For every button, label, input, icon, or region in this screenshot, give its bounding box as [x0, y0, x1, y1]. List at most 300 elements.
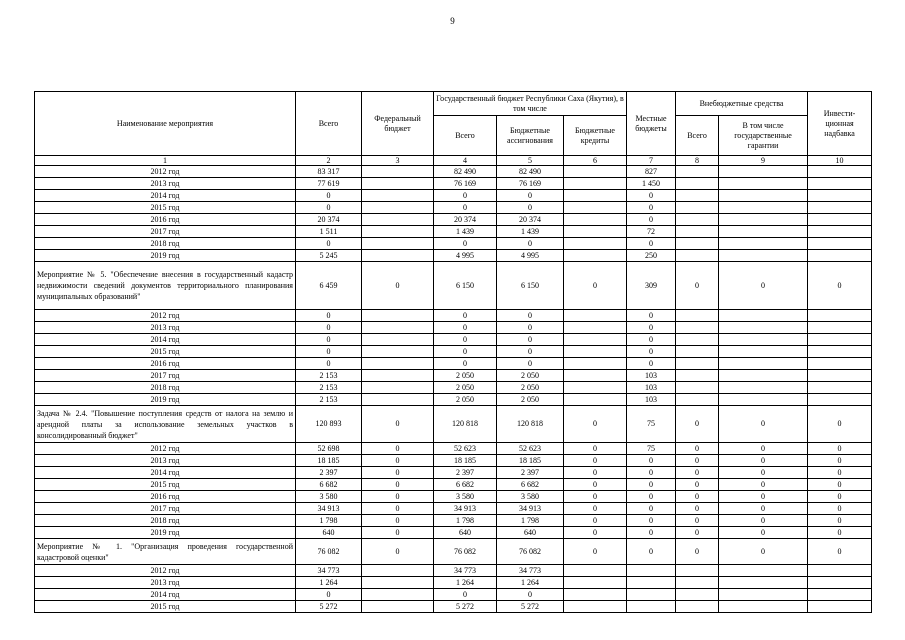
row-label: 2012 год	[35, 565, 296, 577]
value-cell: 0	[627, 190, 676, 202]
value-cell	[676, 226, 719, 238]
value-cell: 2 397	[296, 467, 362, 479]
value-cell	[627, 589, 676, 601]
value-cell	[627, 601, 676, 613]
value-cell: 2 050	[497, 394, 564, 406]
value-cell	[564, 601, 627, 613]
column-number: 2	[296, 156, 362, 166]
row-label: 2017 год	[35, 370, 296, 382]
value-cell: 52 623	[497, 443, 564, 455]
value-cell: 3 580	[296, 491, 362, 503]
row-label: 2015 год	[35, 346, 296, 358]
value-cell: 1 450	[627, 178, 676, 190]
value-cell	[362, 322, 434, 334]
value-cell: 34 773	[296, 565, 362, 577]
value-cell: 0	[497, 238, 564, 250]
value-cell	[362, 202, 434, 214]
value-cell	[808, 382, 872, 394]
row-label: 2015 год	[35, 479, 296, 491]
value-cell	[627, 565, 676, 577]
value-cell: 0	[296, 358, 362, 370]
value-cell: 0	[676, 491, 719, 503]
value-cell: 76 082	[497, 539, 564, 565]
value-cell	[564, 238, 627, 250]
value-cell: 34 773	[434, 565, 497, 577]
value-cell: 34 773	[497, 565, 564, 577]
value-cell	[362, 382, 434, 394]
value-cell: 0	[719, 443, 808, 455]
value-cell: 18 185	[296, 455, 362, 467]
value-cell: 0	[564, 479, 627, 491]
value-cell: 2 153	[296, 394, 362, 406]
value-cell	[808, 346, 872, 358]
value-cell: 0	[296, 346, 362, 358]
year-row	[35, 382, 872, 394]
year-row	[35, 238, 872, 250]
value-cell: 0	[497, 310, 564, 322]
value-cell: 0	[627, 479, 676, 491]
year-row	[35, 358, 872, 370]
value-cell: 2 050	[434, 394, 497, 406]
value-cell	[564, 322, 627, 334]
value-cell: 34 913	[497, 503, 564, 515]
value-cell: 0	[627, 467, 676, 479]
value-cell	[719, 601, 808, 613]
value-cell	[719, 334, 808, 346]
value-cell: 75	[627, 443, 676, 455]
value-cell: 0	[676, 515, 719, 527]
value-cell: 18 185	[434, 455, 497, 467]
value-cell: 75	[627, 406, 676, 443]
value-cell	[808, 601, 872, 613]
row-label: 2018 год	[35, 515, 296, 527]
value-cell: 20 374	[434, 214, 497, 226]
value-cell	[564, 166, 627, 178]
value-cell: 0	[808, 503, 872, 515]
value-cell: 0	[434, 238, 497, 250]
row-label: 2018 год	[35, 238, 296, 250]
row-label: 2013 год	[35, 322, 296, 334]
value-cell	[719, 238, 808, 250]
row-label: 2014 год	[35, 334, 296, 346]
value-cell: 82 490	[497, 166, 564, 178]
value-cell: 0	[296, 190, 362, 202]
value-cell: 640	[434, 527, 497, 539]
row-label: 2019 год	[35, 527, 296, 539]
value-cell: 0	[627, 346, 676, 358]
event-row	[35, 406, 872, 443]
year-row	[35, 503, 872, 515]
value-cell: 0	[676, 479, 719, 491]
value-cell	[362, 565, 434, 577]
year-row	[35, 577, 872, 589]
value-cell	[362, 250, 434, 262]
value-cell	[676, 334, 719, 346]
value-cell: 20 374	[296, 214, 362, 226]
year-row	[35, 370, 872, 382]
value-cell	[362, 370, 434, 382]
value-cell	[564, 394, 627, 406]
row-label: 2017 год	[35, 226, 296, 238]
value-cell: 2 050	[434, 370, 497, 382]
header-state-group: Государственный бюджет Республики Саха (Якутия), в том числе	[434, 92, 627, 116]
year-row	[35, 527, 872, 539]
budget-table	[34, 91, 872, 613]
value-cell: 120 893	[296, 406, 362, 443]
value-cell: 6 150	[434, 262, 497, 310]
year-row	[35, 515, 872, 527]
value-cell: 0	[808, 491, 872, 503]
value-cell: 0	[362, 467, 434, 479]
value-cell	[676, 358, 719, 370]
header-invest: Инвести-ционная надбавка	[808, 92, 872, 156]
value-cell: 0	[676, 467, 719, 479]
value-cell: 0	[808, 262, 872, 310]
value-cell: 103	[627, 382, 676, 394]
column-number: 9	[719, 156, 808, 166]
value-cell	[719, 202, 808, 214]
value-cell	[808, 214, 872, 226]
value-cell	[676, 322, 719, 334]
value-cell	[676, 166, 719, 178]
header-name: Наименование мероприятия	[35, 92, 296, 156]
row-label: 2014 год	[35, 190, 296, 202]
value-cell	[676, 178, 719, 190]
value-cell: 0	[719, 527, 808, 539]
value-cell: 0	[627, 214, 676, 226]
value-cell: 0	[362, 262, 434, 310]
value-cell: 0	[362, 503, 434, 515]
event-row	[35, 539, 872, 565]
value-cell	[676, 190, 719, 202]
value-cell: 0	[362, 406, 434, 443]
value-cell: 0	[676, 527, 719, 539]
value-cell	[564, 577, 627, 589]
value-cell	[676, 214, 719, 226]
value-cell	[564, 589, 627, 601]
value-cell: 77 619	[296, 178, 362, 190]
row-label: 2018 год	[35, 382, 296, 394]
value-cell	[362, 226, 434, 238]
value-cell	[719, 589, 808, 601]
value-cell: 0	[564, 262, 627, 310]
value-cell: 0	[362, 479, 434, 491]
value-cell: 103	[627, 394, 676, 406]
year-row	[35, 166, 872, 178]
value-cell	[719, 577, 808, 589]
value-cell: 0	[627, 515, 676, 527]
value-cell	[676, 382, 719, 394]
year-row	[35, 565, 872, 577]
value-cell: 0	[627, 358, 676, 370]
value-cell	[676, 310, 719, 322]
row-label: 2013 год	[35, 455, 296, 467]
column-number: 1	[35, 156, 296, 166]
value-cell	[676, 238, 719, 250]
year-row	[35, 322, 872, 334]
value-cell: 0	[719, 491, 808, 503]
row-label: 2016 год	[35, 491, 296, 503]
value-cell: 0	[296, 589, 362, 601]
value-cell: 6 150	[497, 262, 564, 310]
value-cell: 0	[719, 406, 808, 443]
row-label: 2012 год	[35, 166, 296, 178]
value-cell: 0	[434, 190, 497, 202]
value-cell: 2 153	[296, 370, 362, 382]
value-cell: 18 185	[497, 455, 564, 467]
value-cell: 0	[434, 310, 497, 322]
value-cell	[362, 190, 434, 202]
value-cell	[808, 250, 872, 262]
value-cell: 0	[676, 503, 719, 515]
value-cell: 0	[564, 539, 627, 565]
value-cell: 0	[808, 406, 872, 443]
value-cell	[564, 214, 627, 226]
row-label: Задача № 2.4. "Повышение поступления средств от налога на землю и арендной платы за использование земельных участков в консолидированный бюджет"	[35, 406, 296, 443]
value-cell: 1 439	[497, 226, 564, 238]
row-label: 2019 год	[35, 250, 296, 262]
value-cell: 0	[564, 467, 627, 479]
row-label: Мероприятие № 5. "Обеспечение внесения в государственный кадастр недвижимости сведений документов территориального планирования муниципальных образований"	[35, 262, 296, 310]
value-cell: 2 397	[497, 467, 564, 479]
value-cell	[719, 178, 808, 190]
row-label: 2012 год	[35, 310, 296, 322]
header-extra-group: Внебюджетные средства	[676, 92, 808, 116]
value-cell	[362, 346, 434, 358]
year-row	[35, 589, 872, 601]
value-cell	[362, 166, 434, 178]
value-cell: 640	[497, 527, 564, 539]
value-cell	[676, 577, 719, 589]
value-cell	[676, 370, 719, 382]
year-row	[35, 346, 872, 358]
value-cell	[362, 577, 434, 589]
value-cell: 103	[627, 370, 676, 382]
value-cell: 83 317	[296, 166, 362, 178]
value-cell	[676, 601, 719, 613]
value-cell: 6 682	[296, 479, 362, 491]
value-cell: 0	[808, 515, 872, 527]
value-cell: 0	[808, 527, 872, 539]
value-cell: 0	[808, 539, 872, 565]
value-cell: 0	[564, 515, 627, 527]
year-row	[35, 226, 872, 238]
value-cell	[362, 394, 434, 406]
value-cell: 0	[434, 202, 497, 214]
row-label: 2016 год	[35, 214, 296, 226]
row-label: 2015 год	[35, 202, 296, 214]
year-row	[35, 455, 872, 467]
value-cell: 34 913	[296, 503, 362, 515]
value-cell	[719, 370, 808, 382]
value-cell: 2 050	[497, 370, 564, 382]
value-cell	[362, 238, 434, 250]
value-cell: 1 264	[497, 577, 564, 589]
column-number: 8	[676, 156, 719, 166]
value-cell	[564, 310, 627, 322]
value-cell	[808, 166, 872, 178]
value-cell: 0	[434, 346, 497, 358]
value-cell: 0	[719, 455, 808, 467]
header-federal: Федеральный бюджет	[362, 92, 434, 156]
column-number: 3	[362, 156, 434, 166]
value-cell	[719, 166, 808, 178]
value-cell	[808, 334, 872, 346]
value-cell: 6 682	[497, 479, 564, 491]
value-cell	[808, 190, 872, 202]
header-total: Всего	[296, 92, 362, 156]
value-cell: 0	[627, 503, 676, 515]
value-cell: 52 698	[296, 443, 362, 455]
row-label: 2017 год	[35, 503, 296, 515]
year-row	[35, 202, 872, 214]
value-cell: 1 264	[434, 577, 497, 589]
value-cell: 0	[434, 358, 497, 370]
column-number: 6	[564, 156, 627, 166]
value-cell: 3 580	[434, 491, 497, 503]
value-cell	[719, 322, 808, 334]
value-cell	[676, 565, 719, 577]
year-row	[35, 250, 872, 262]
value-cell: 0	[497, 190, 564, 202]
value-cell: 0	[627, 527, 676, 539]
value-cell	[362, 589, 434, 601]
value-cell: 0	[296, 334, 362, 346]
value-cell: 1 798	[434, 515, 497, 527]
value-cell: 0	[362, 443, 434, 455]
value-cell: 0	[564, 491, 627, 503]
value-cell	[676, 589, 719, 601]
value-cell	[719, 358, 808, 370]
value-cell: 4 995	[434, 250, 497, 262]
value-cell	[362, 334, 434, 346]
year-row	[35, 214, 872, 226]
value-cell: 1 798	[296, 515, 362, 527]
value-cell: 0	[564, 503, 627, 515]
year-row	[35, 491, 872, 503]
value-cell: 0	[676, 406, 719, 443]
value-cell: 0	[719, 479, 808, 491]
row-label: 2014 год	[35, 589, 296, 601]
value-cell	[564, 346, 627, 358]
year-row	[35, 601, 872, 613]
value-cell: 0	[676, 262, 719, 310]
row-label: Мероприятие № 1. "Организация проведения государственной кадастровой оценки"	[35, 539, 296, 565]
value-cell: 82 490	[434, 166, 497, 178]
value-cell	[362, 601, 434, 613]
value-cell: 309	[627, 262, 676, 310]
value-cell	[808, 322, 872, 334]
value-cell	[676, 394, 719, 406]
column-number-row	[35, 156, 872, 166]
column-number: 7	[627, 156, 676, 166]
value-cell: 0	[808, 479, 872, 491]
value-cell	[719, 190, 808, 202]
value-cell	[808, 394, 872, 406]
value-cell: 5 272	[434, 601, 497, 613]
value-cell: 0	[719, 467, 808, 479]
value-cell	[808, 577, 872, 589]
value-cell: 0	[719, 539, 808, 565]
row-label: 2019 год	[35, 394, 296, 406]
value-cell: 5 272	[296, 601, 362, 613]
value-cell: 1 439	[434, 226, 497, 238]
value-cell: 1 798	[497, 515, 564, 527]
value-cell	[627, 577, 676, 589]
row-label: 2015 год	[35, 601, 296, 613]
value-cell: 0	[719, 515, 808, 527]
value-cell: 0	[362, 527, 434, 539]
year-row	[35, 394, 872, 406]
row-label: 2014 год	[35, 467, 296, 479]
value-cell: 827	[627, 166, 676, 178]
value-cell: 0	[627, 322, 676, 334]
value-cell: 0	[497, 322, 564, 334]
value-cell: 6 459	[296, 262, 362, 310]
value-cell: 34 913	[434, 503, 497, 515]
value-cell	[808, 589, 872, 601]
column-number: 5	[497, 156, 564, 166]
value-cell	[362, 358, 434, 370]
page-number: 9	[450, 16, 455, 26]
value-cell	[808, 238, 872, 250]
value-cell: 0	[808, 467, 872, 479]
event-row	[35, 262, 872, 310]
column-number: 10	[808, 156, 872, 166]
value-cell: 52 623	[434, 443, 497, 455]
value-cell: 0	[434, 589, 497, 601]
value-cell: 0	[497, 202, 564, 214]
value-cell: 0	[676, 455, 719, 467]
value-cell	[719, 214, 808, 226]
value-cell	[564, 382, 627, 394]
value-cell: 0	[362, 491, 434, 503]
value-cell: 2 153	[296, 382, 362, 394]
value-cell	[719, 226, 808, 238]
value-cell	[564, 370, 627, 382]
header-extra-total: Всего	[676, 116, 719, 156]
value-cell	[719, 565, 808, 577]
value-cell: 2 050	[434, 382, 497, 394]
value-cell	[676, 250, 719, 262]
value-cell	[719, 346, 808, 358]
year-row	[35, 467, 872, 479]
value-cell: 0	[362, 455, 434, 467]
value-cell: 0	[627, 455, 676, 467]
value-cell: 0	[719, 262, 808, 310]
value-cell: 0	[627, 238, 676, 250]
value-cell: 4 995	[497, 250, 564, 262]
value-cell: 2 050	[497, 382, 564, 394]
value-cell: 0	[564, 527, 627, 539]
value-cell	[808, 370, 872, 382]
value-cell	[362, 214, 434, 226]
value-cell	[564, 190, 627, 202]
value-cell: 640	[296, 527, 362, 539]
value-cell: 0	[497, 589, 564, 601]
value-cell	[676, 346, 719, 358]
row-label: 2013 год	[35, 178, 296, 190]
value-cell	[808, 226, 872, 238]
value-cell: 0	[362, 539, 434, 565]
value-cell: 20 374	[497, 214, 564, 226]
value-cell: 5 245	[296, 250, 362, 262]
value-cell	[564, 202, 627, 214]
value-cell: 0	[497, 334, 564, 346]
row-label: 2016 год	[35, 358, 296, 370]
value-cell	[808, 565, 872, 577]
value-cell: 0	[296, 202, 362, 214]
